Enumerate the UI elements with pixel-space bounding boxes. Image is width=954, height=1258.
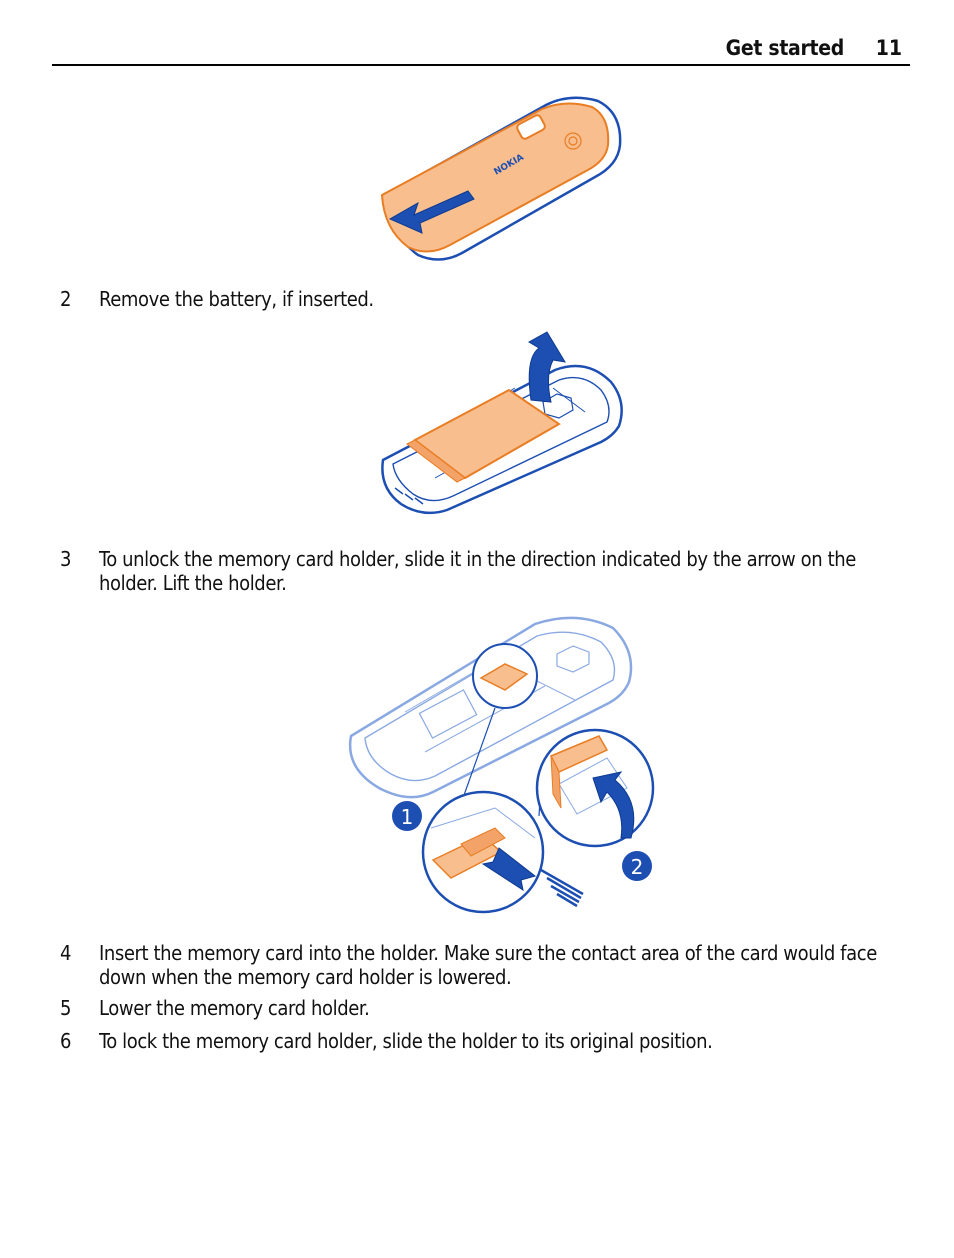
back-cover-illustration: [370, 95, 635, 270]
callout-2-number: 2: [630, 855, 644, 879]
page-header: [52, 34, 910, 66]
memory-card-illustration: [345, 612, 660, 914]
section-title: Get started: [725, 36, 844, 60]
callout-1-number: 1: [400, 805, 414, 829]
page-number: 11: [875, 36, 902, 60]
brand-logo-text: NOKIA: [492, 152, 526, 178]
battery-removal-illustration: [375, 328, 630, 520]
